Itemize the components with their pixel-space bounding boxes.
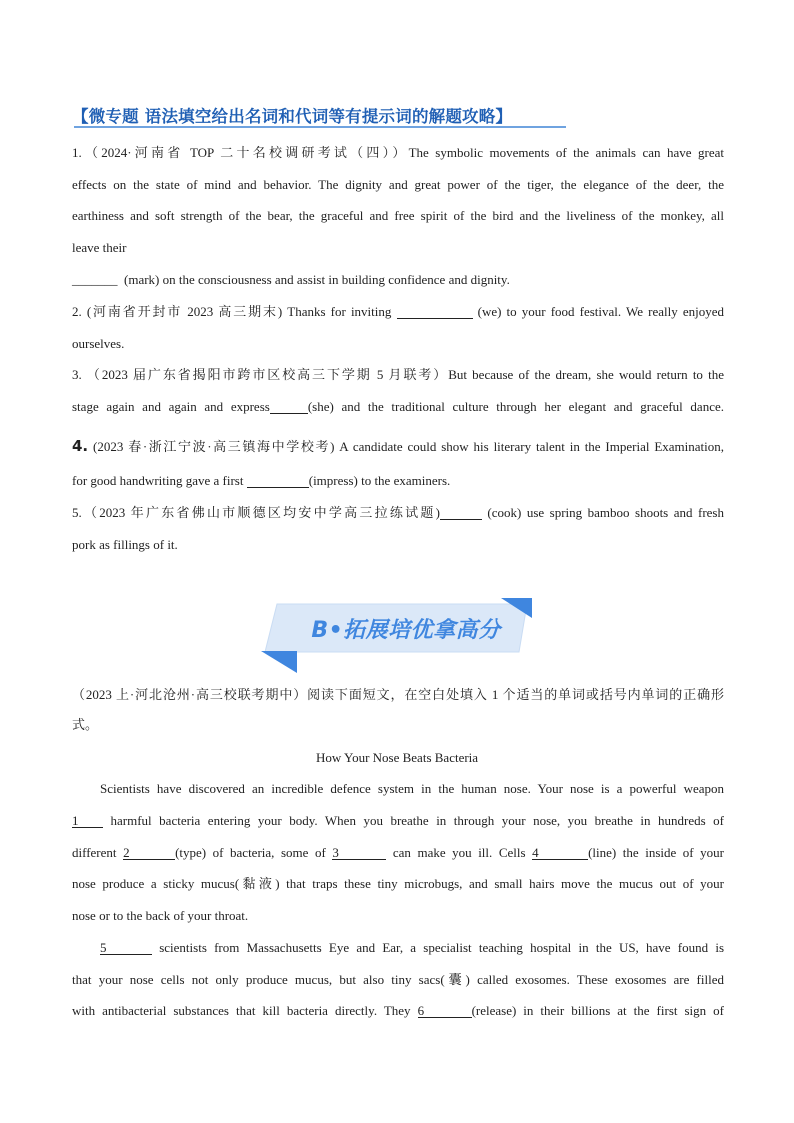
section-banner	[257, 598, 537, 676]
passage-p2-line-1: 5 scientists from Massachusetts Eye and Ear, a specialist teaching hospital in the US, have found is	[100, 940, 725, 955]
passage-p2-line-3: with antibacterial substances that kill bacteria directly. They 6 (release) in their billions at the first sign of	[72, 1003, 725, 1018]
passage-title: How Your Nose Beats Bacteria	[315, 750, 479, 765]
header-underline	[74, 126, 566, 128]
passage-instruction-line-2: 式。	[72, 717, 99, 732]
section-header: 【微专题 语法填空给出名词和代词等有提示词的解题攻略】	[72, 107, 513, 126]
q1-line-5: _______ (mark) on the consciousness and assist in building confidence and dignity.	[72, 272, 510, 287]
passage-p1-line-1: Scientists have discovered an incredible defence system in the human nose. Your nose is a powerful weapon	[100, 781, 724, 796]
q2-line-2: ourselves.	[72, 336, 125, 351]
blank-4[interactable]: 4	[532, 846, 588, 860]
q3-source: （2023 届广东省揭阳市跨市区校高三下学期 5 月联考）	[86, 367, 449, 382]
passage-p2-line-2: that your nose cells not only produce mucus, but also tiny sacs(囊) called exosomes. These exosomes are filled	[72, 972, 724, 987]
q5-line-2: pork as fillings of it.	[72, 537, 178, 552]
q2-blank[interactable]	[397, 305, 473, 319]
q2-line-1: 2. (河南省开封市 2023 高三期末) Thanks for inviting (we) to your food festival. We really enjoyed	[72, 304, 724, 319]
q2-source: 2. (河南省开封市 2023 高三期末)	[72, 304, 283, 319]
banner-title: B•拓展培优拿高分	[311, 618, 501, 643]
q3-line-2: stage again and again and express (she) and the traditional culture through her elegant and graceful dance.	[72, 399, 724, 414]
q4-blank[interactable]	[247, 474, 309, 488]
q5-line-1: 5.（2023 年广东省佛山市顺德区均安中学高三拉练试题) (cook) use spring bamboo shoots and fresh	[72, 505, 724, 520]
passage-p1-line-5: nose or to the back of your throat.	[72, 908, 249, 923]
passage-p1-line-2: 1 harmful bacteria entering your body. When you breathe in through your nose, you breathe in hundreds of	[72, 813, 725, 828]
q5-blank[interactable]	[440, 506, 482, 520]
q1-line-2: effects on the state of mind and behavior. The dignity and great power of the tiger, the elegance of the deer, the	[72, 177, 724, 192]
q4-line-1: 4. (2023 春·浙江宁波·高三镇海中学校考) A candidate could show his literary talent in the Imperial Examination,	[72, 437, 725, 455]
q1-source: 1.（2024·河南省 TOP 二十名校调研考试（四））	[72, 145, 409, 160]
q3-blank[interactable]	[270, 400, 308, 414]
q1-blank[interactable]: _______	[72, 272, 118, 287]
q3-line-1: 3. （2023 届广东省揭阳市跨市区校高三下学期 5 月联考）But because of the dream, she would return to the	[72, 367, 724, 382]
passage-instruction-line-1: （2023 上·河北沧州·高三校联考期中）阅读下面短文，在空白处填入 1 个适当的单词或括号内单词的正确形	[72, 687, 724, 702]
blank-1[interactable]: 1	[72, 814, 103, 828]
blank-6[interactable]: 6	[418, 1004, 472, 1018]
q5-source: 5.（2023 年广东省佛山市顺德区均安中学高三拉练试题)	[72, 505, 440, 520]
banner-corner-bottom-left	[261, 651, 297, 673]
q1-line-4: leave their	[72, 240, 127, 255]
blank-5[interactable]: 5	[100, 941, 152, 955]
passage-p1-line-4: nose produce a sticky mucus(黏液) that traps these tiny microbugs, and small hairs move the mucus out of your	[72, 876, 724, 891]
blank-3[interactable]: 3	[332, 846, 386, 860]
q1-line-3: earthiness and soft strength of the bear, the graceful and free spirit of the bird and the liveliness of the monkey, all	[72, 208, 724, 223]
blank-2[interactable]: 2	[123, 846, 175, 860]
q1-line-1: 1.（2024·河南省 TOP 二十名校调研考试（四））The symbolic movements of the animals can have great	[72, 145, 724, 160]
passage-p1-line-3: different 2 (type) of bacteria, some of 3 can make you ill. Cells 4 (line) the inside of your	[72, 845, 725, 860]
q4-line-2: for good handwriting gave a first (impress) to the examiners.	[72, 473, 451, 488]
q4-source: (2023 春·浙江宁波·高三镇海中学校考)	[93, 439, 335, 454]
